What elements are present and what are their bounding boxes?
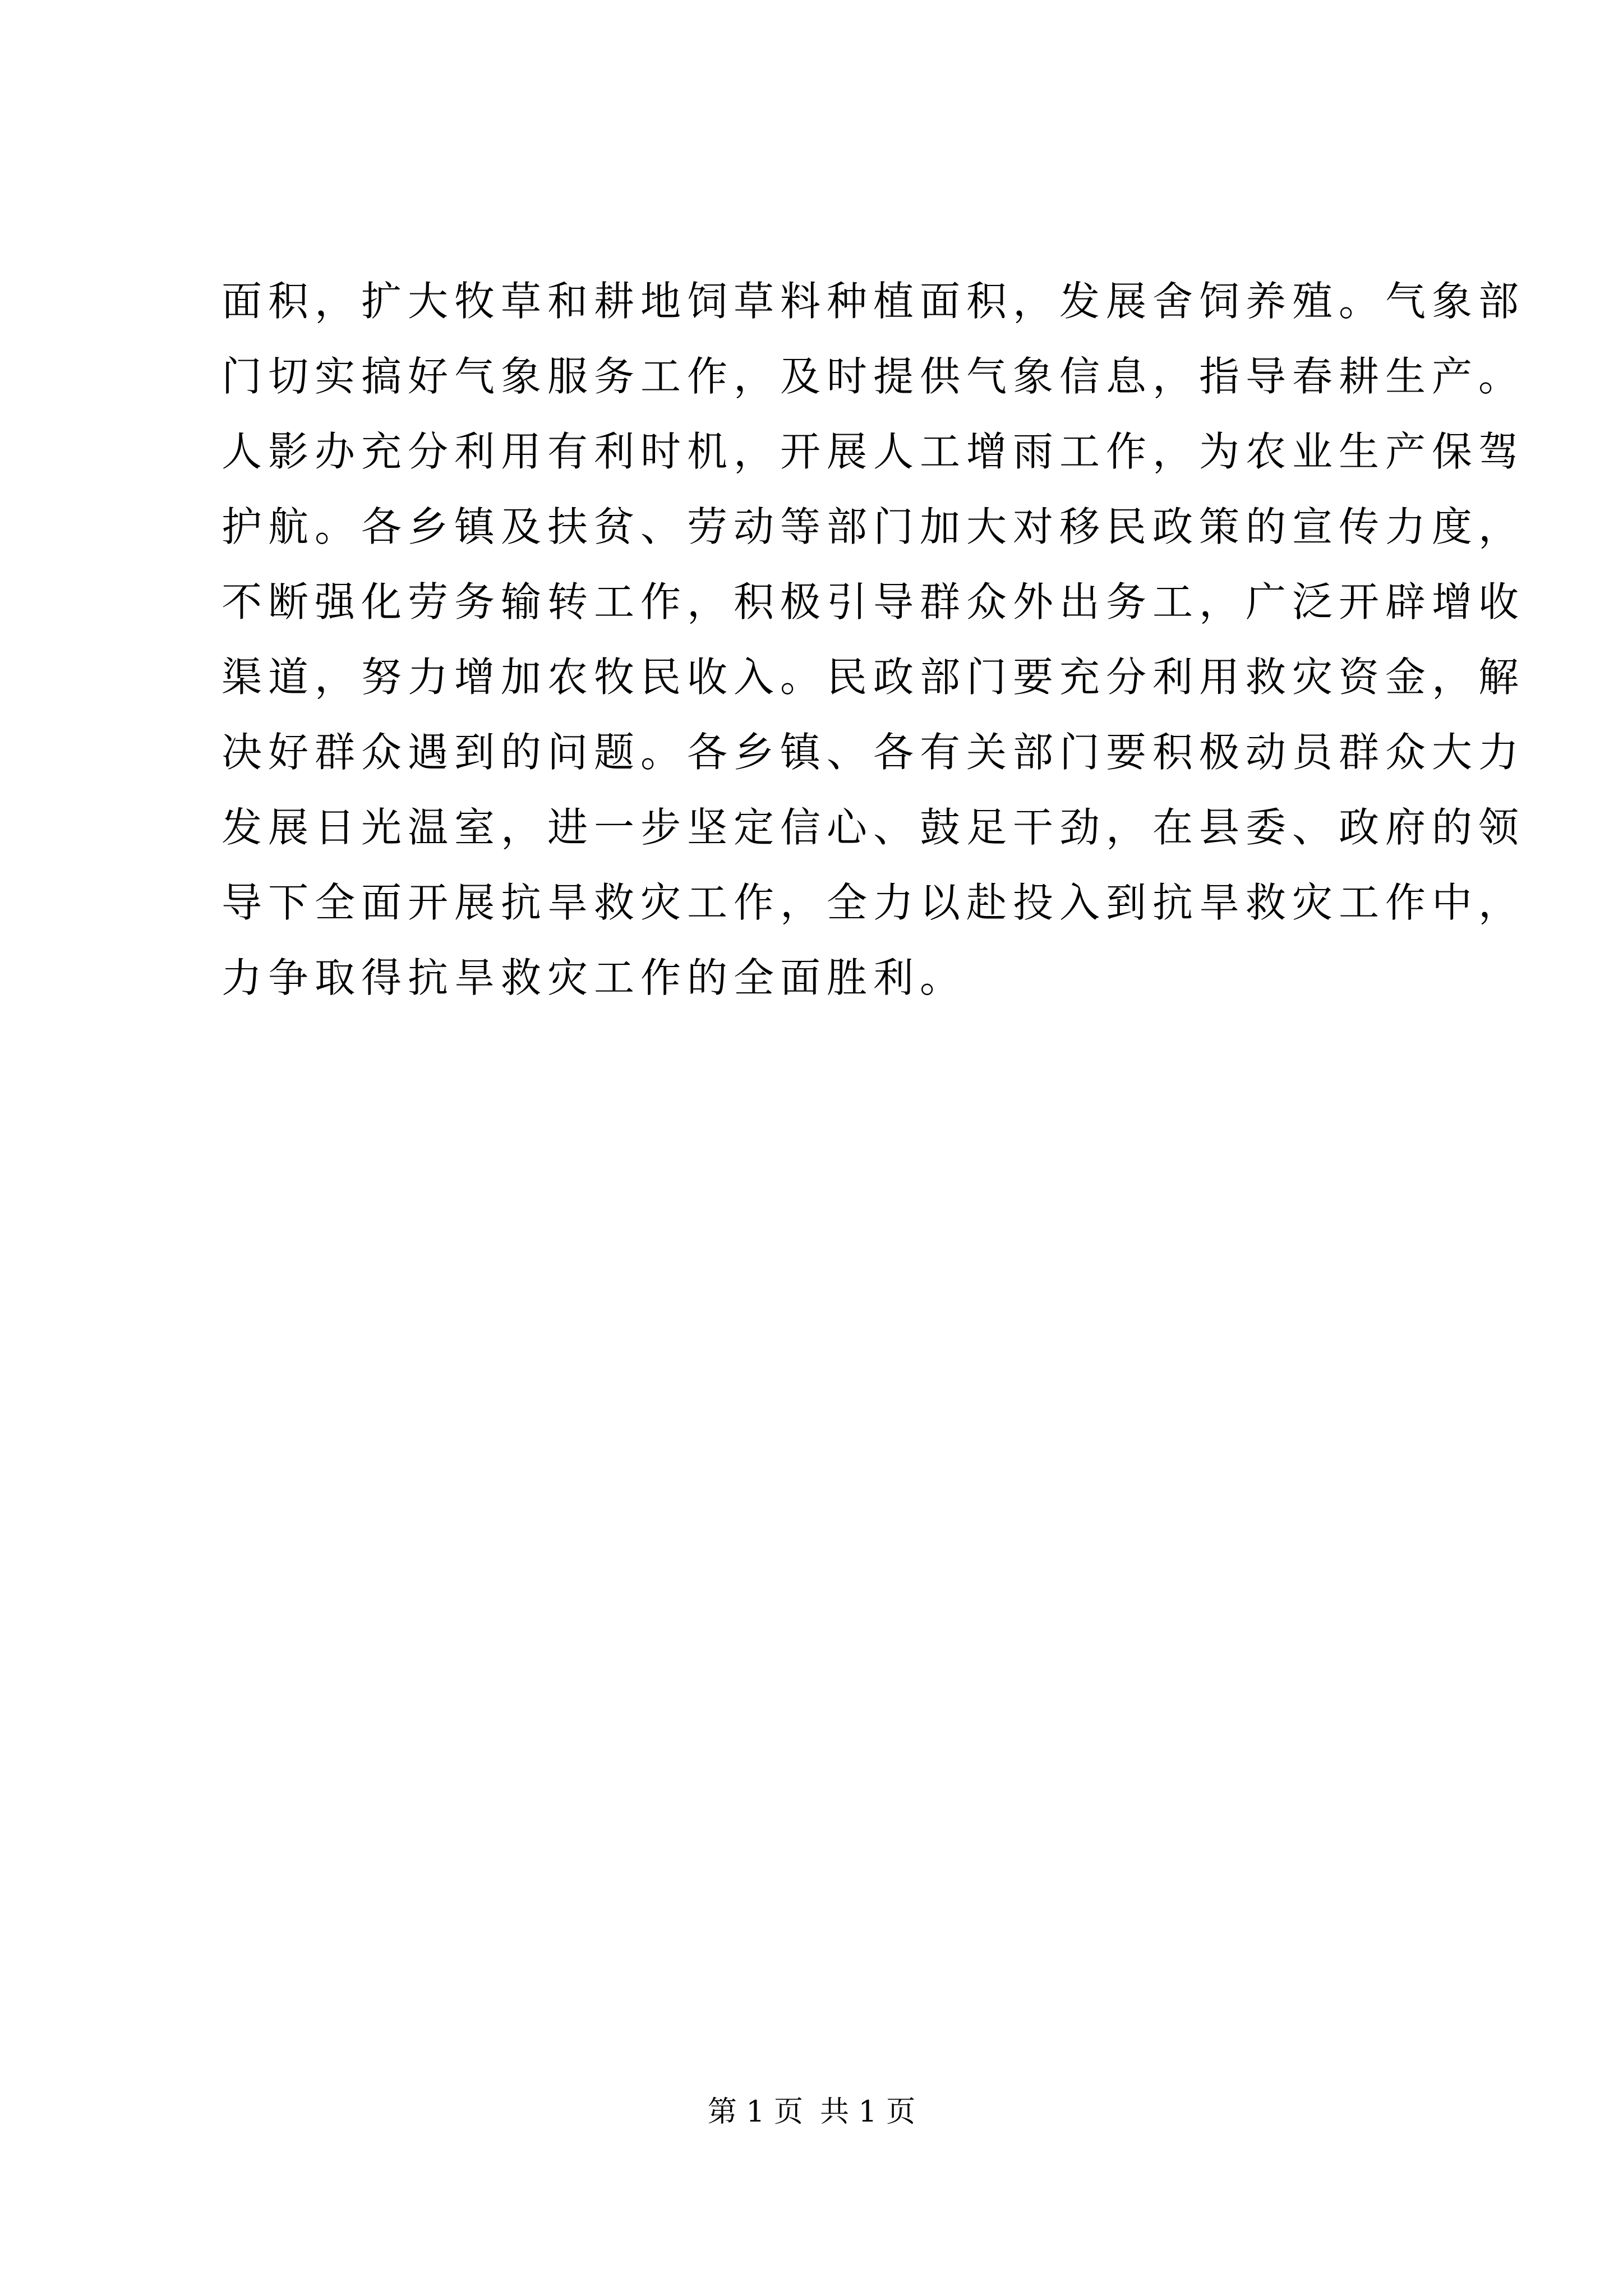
text-line: 力争取得抗旱救灾工作的全面胜利。 xyxy=(222,954,967,1001)
text-line: 渠道，努力增加农牧民收入。民政部门要充分利用救灾资金，解 xyxy=(222,654,1525,701)
page-footer xyxy=(0,2090,1623,2134)
body-paragraph xyxy=(222,264,1525,1015)
page-number-current: 第 1 页 xyxy=(707,2095,803,2129)
text-line: 面积，扩大牧草和耕地饲草料种植面积，发展舍饲养殖。气象部 xyxy=(222,278,1525,325)
text-line: 不断强化劳务输转工作，积极引导群众外出务工，广泛开辟增收 xyxy=(222,578,1525,625)
text-line: 发展日光温室，进一步坚定信心、鼓足干劲，在县委、政府的领 xyxy=(222,804,1525,851)
text-line: 护航。各乡镇及扶贫、劳动等部门加大对移民政策的宣传力度， xyxy=(222,503,1525,550)
page-number-total: 共 1 页 xyxy=(820,2095,916,2129)
text-line: 导下全面开展抗旱救灾工作，全力以赴投入到抗旱救灾工作中， xyxy=(222,879,1525,926)
text-line: 人影办充分利用有利时机，开展人工增雨工作，为农业生产保驾 xyxy=(222,428,1525,475)
text-line: 决好群众遇到的问题。各乡镇、各有关部门要积极动员群众大力 xyxy=(222,729,1525,776)
text-line: 门切实搞好气象服务工作，及时提供气象信息，指导春耕生产。 xyxy=(222,353,1525,400)
